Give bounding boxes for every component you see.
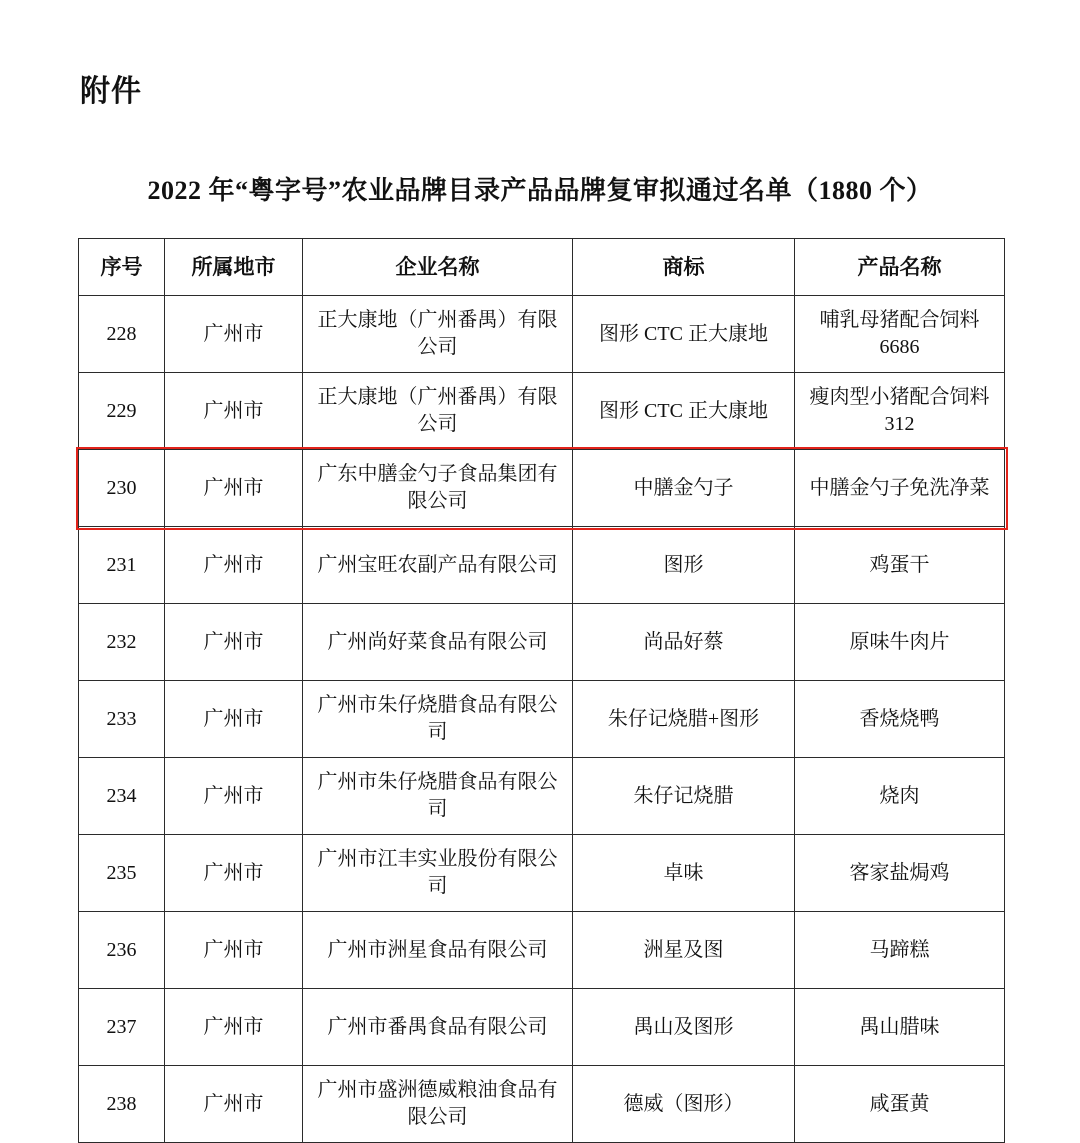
cell-company: 广州市朱仔烧腊食品有限公司 [303, 758, 573, 835]
cell-seq: 237 [79, 989, 165, 1066]
cell-trademark: 朱仔记烧腊 [573, 758, 795, 835]
table-row [79, 604, 1005, 681]
column-header-company: 企业名称 [303, 239, 573, 296]
table-row [79, 296, 1005, 373]
cell-company: 广东中膳金勺子食品集团有限公司 [303, 450, 573, 527]
cell-product: 哺乳母猪配合饲料 6686 [795, 296, 1005, 373]
cell-company: 广州市番禺食品有限公司 [303, 989, 573, 1066]
cell-city: 广州市 [165, 527, 303, 604]
cell-company: 广州市江丰实业股份有限公司 [303, 835, 573, 912]
cell-seq: 232 [79, 604, 165, 681]
cell-city: 广州市 [165, 450, 303, 527]
table-body [79, 296, 1005, 1143]
cell-seq: 230 [79, 450, 165, 527]
cell-seq: 235 [79, 835, 165, 912]
table-row [79, 450, 1005, 527]
cell-company: 广州市洲星食品有限公司 [303, 912, 573, 989]
cell-seq: 233 [79, 681, 165, 758]
cell-product: 鸡蛋干 [795, 527, 1005, 604]
cell-product: 马蹄糕 [795, 912, 1005, 989]
page-title: 2022 年“粤字号”农业品牌目录产品品牌复审拟通过名单（1880 个） [147, 176, 933, 205]
table-container [78, 238, 1002, 1143]
cell-product: 香烧烧鸭 [795, 681, 1005, 758]
cell-product: 咸蛋黄 [795, 1066, 1005, 1143]
cell-product: 原味牛肉片 [795, 604, 1005, 681]
cell-company: 广州市朱仔烧腊食品有限公司 [303, 681, 573, 758]
cell-seq: 234 [79, 758, 165, 835]
cell-trademark: 图形 CTC 正大康地 [573, 373, 795, 450]
table-row [79, 681, 1005, 758]
cell-city: 广州市 [165, 373, 303, 450]
table-row [79, 835, 1005, 912]
cell-city: 广州市 [165, 1066, 303, 1143]
cell-trademark: 禺山及图形 [573, 989, 795, 1066]
cell-company: 正大康地（广州番禺）有限公司 [303, 373, 573, 450]
cell-trademark: 德威（图形） [573, 1066, 795, 1143]
cell-seq: 228 [79, 296, 165, 373]
cell-company: 广州市盛洲德威粮油食品有限公司 [303, 1066, 573, 1143]
cell-product: 客家盐焗鸡 [795, 835, 1005, 912]
cell-seq: 236 [79, 912, 165, 989]
column-header-trademark: 商标 [573, 239, 795, 296]
cell-city: 广州市 [165, 835, 303, 912]
cell-trademark: 中膳金勺子 [573, 450, 795, 527]
column-header-city: 所属地市 [165, 239, 303, 296]
cell-city: 广州市 [165, 296, 303, 373]
cell-city: 广州市 [165, 758, 303, 835]
table-row [79, 758, 1005, 835]
table-row [79, 1066, 1005, 1143]
table-row [79, 912, 1005, 989]
cell-trademark: 洲星及图 [573, 912, 795, 989]
cell-seq: 229 [79, 373, 165, 450]
cell-company: 广州宝旺农副产品有限公司 [303, 527, 573, 604]
cell-trademark: 朱仔记烧腊+图形 [573, 681, 795, 758]
cell-trademark: 图形 CTC 正大康地 [573, 296, 795, 373]
cell-city: 广州市 [165, 989, 303, 1066]
cell-trademark: 图形 [573, 527, 795, 604]
table-header-row [79, 239, 1005, 296]
cell-company: 广州尚好菜食品有限公司 [303, 604, 573, 681]
cell-product: 禺山腊味 [795, 989, 1005, 1066]
table-row [79, 373, 1005, 450]
cell-city: 广州市 [165, 681, 303, 758]
cell-seq: 231 [79, 527, 165, 604]
column-header-seq: 序号 [79, 239, 165, 296]
cell-company: 正大康地（广州番禺）有限公司 [303, 296, 573, 373]
cell-seq: 238 [79, 1066, 165, 1143]
cell-trademark: 尚品好蔡 [573, 604, 795, 681]
column-header-product: 产品名称 [795, 239, 1005, 296]
table-row [79, 989, 1005, 1066]
attachment-label: 附件 [80, 75, 142, 108]
cell-trademark: 卓味 [573, 835, 795, 912]
cell-product: 瘦肉型小猪配合饲料 312 [795, 373, 1005, 450]
cell-product: 烧肉 [795, 758, 1005, 835]
table-row [79, 527, 1005, 604]
cell-city: 广州市 [165, 912, 303, 989]
cell-product: 中膳金勺子免洗净菜 [795, 450, 1005, 527]
table-header [79, 239, 1005, 296]
brand-listing-table [78, 238, 1005, 1143]
cell-city: 广州市 [165, 604, 303, 681]
